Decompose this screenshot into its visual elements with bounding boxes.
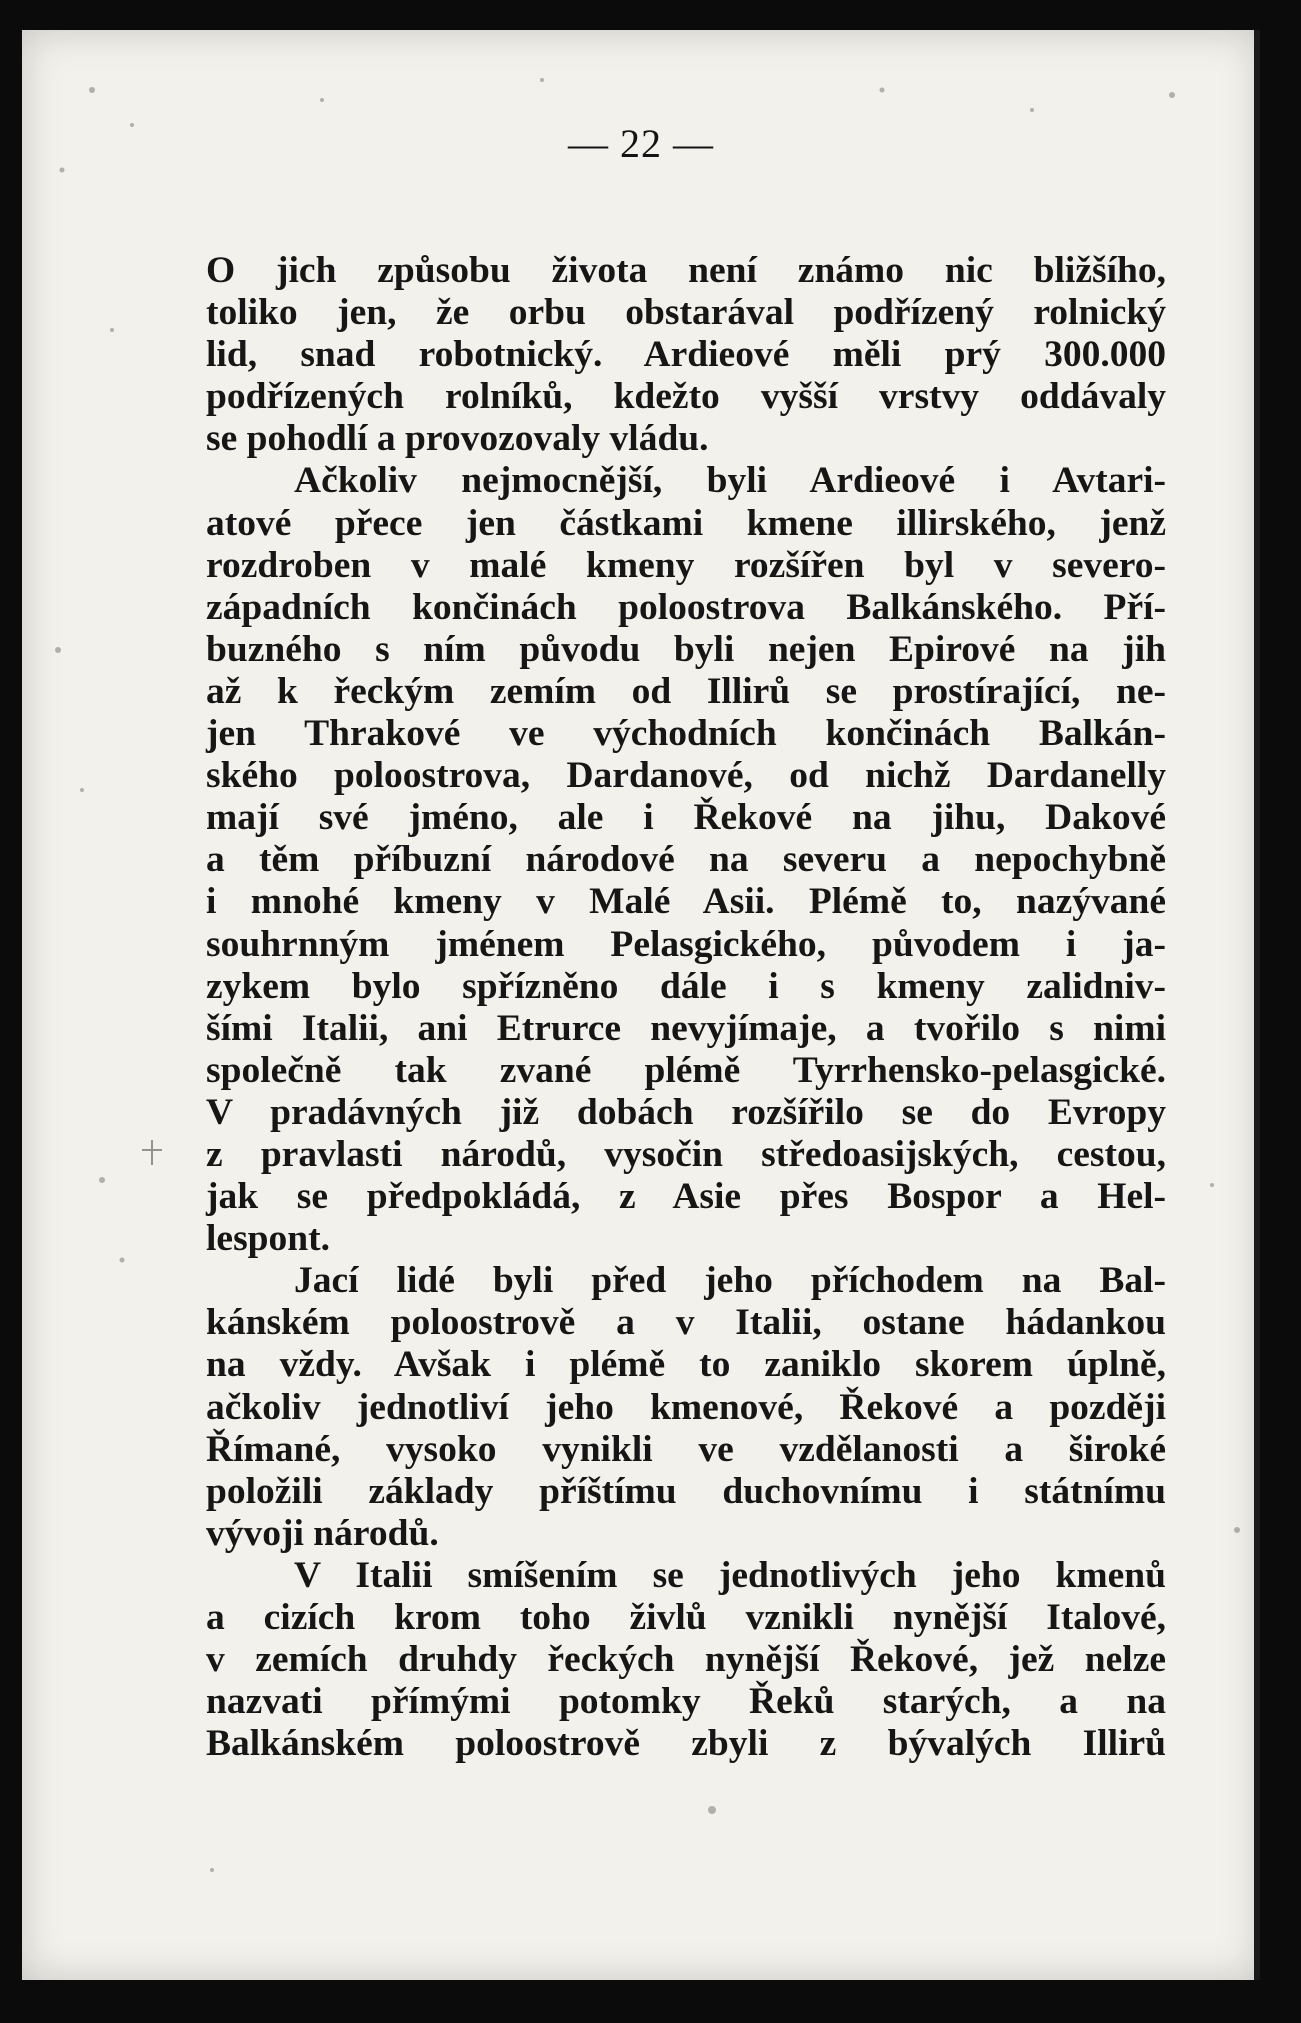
- text-line: ského poloostrova, Dardanové, od nichž Dardanelly: [206, 755, 1166, 797]
- text-line: se pohodlí a provozovaly vládu.: [206, 418, 709, 460]
- text-line: podřízených rolníků, kdežto vyšší vrstvy oddávaly: [206, 376, 1166, 418]
- text-line: souhrnným jménem Pelasgického, původem i ja-: [206, 923, 1166, 965]
- text-line: šími Italii, ani Etrurce nevyjímaje, a tvořilo s nimi: [206, 1007, 1166, 1049]
- text-line: V Italii smíšením se jednotlivých jeho kmenů: [294, 1554, 1166, 1596]
- text-line: rozdroben v malé kmeny rozšířen byl v severo-: [206, 544, 1166, 586]
- text-line: jak se předpokládá, z Asie přes Bospor a Hel-: [206, 1176, 1166, 1218]
- text-line: Ačkoliv nejmocnější, byli Ardieové i Avtari-: [294, 460, 1166, 502]
- text-line: lespont.: [206, 1218, 330, 1260]
- text-line: a cizích krom toho živlů vznikli nynější Italové,: [206, 1597, 1166, 1638]
- text-line: mají své jméno, ale i Řekové na jihu, Dakové: [206, 797, 1166, 839]
- text-line: z pravlasti národů, vysočin středoasijských, cestou,: [206, 1133, 1166, 1175]
- text-line: Římané, vysoko vynikli ve vzdělanosti a široké: [206, 1428, 1166, 1470]
- text-line: atové přece jen částkami kmene illirského, jenž: [206, 502, 1166, 544]
- text-line: kánském poloostrově a v Italii, ostane hádankou: [206, 1302, 1166, 1344]
- text-line: společně tak zvané plémě Tyrrhensko-pelasgické.: [206, 1049, 1166, 1091]
- text-line: Balkánském poloostrově zbyli z bývalých Illirů: [206, 1723, 1166, 1765]
- page-number: — 22 —: [568, 121, 714, 166]
- text-line: buzného s ním původu byli nejen Epirové na jih: [206, 628, 1166, 670]
- text-line: V pradávných již dobách rozšířilo se do Evropy: [206, 1091, 1166, 1133]
- text-line: i mnohé kmeny v Malé Asii. Plémě to, nazývané: [206, 881, 1166, 923]
- text-line: nazvati přímými potomky Řeků starých, a na: [206, 1681, 1166, 1723]
- text-line: západních končinách poloostrova Balkánského. Pří-: [206, 586, 1166, 628]
- text-line: na vždy. Avšak i plémě to zaniklo skorem úplně,: [206, 1344, 1166, 1386]
- page-edge: [1254, 30, 1260, 1980]
- book-page: [22, 30, 1260, 1980]
- text-line: a těm příbuzní národové na severu a nepochybně: [206, 839, 1166, 881]
- text-line: ačkoliv jednotliví jeho kmenové, Řekové a později: [206, 1386, 1166, 1428]
- body-text: [206, 250, 1166, 1765]
- text-line: lid, snad robotnický. Ardieové měli prý 300.000: [206, 334, 1166, 376]
- text-line: Jací lidé byli před jeho příchodem na Bal-: [294, 1260, 1166, 1302]
- text-line: jen Thrakové ve východních končinách Balkán-: [206, 713, 1166, 755]
- text-line: O jich způsobu života není známo nic bližšího,: [206, 250, 1166, 291]
- text-line: položili základy příštímu duchovnímu i státnímu: [206, 1470, 1166, 1512]
- text-line: toliko jen, že orbu obstarával podřízený rolnický: [206, 292, 1166, 334]
- text-line: v zemích druhdy řeckých nynější Řekové, jež nelze: [206, 1639, 1166, 1681]
- text-line: až k řeckým zemím od Illirů se prostírající, ne-: [206, 670, 1166, 712]
- text-line: zykem bylo spřízněno dále i s kmeny zalidniv-: [206, 965, 1166, 1007]
- text-line: vývoji národů.: [206, 1512, 439, 1554]
